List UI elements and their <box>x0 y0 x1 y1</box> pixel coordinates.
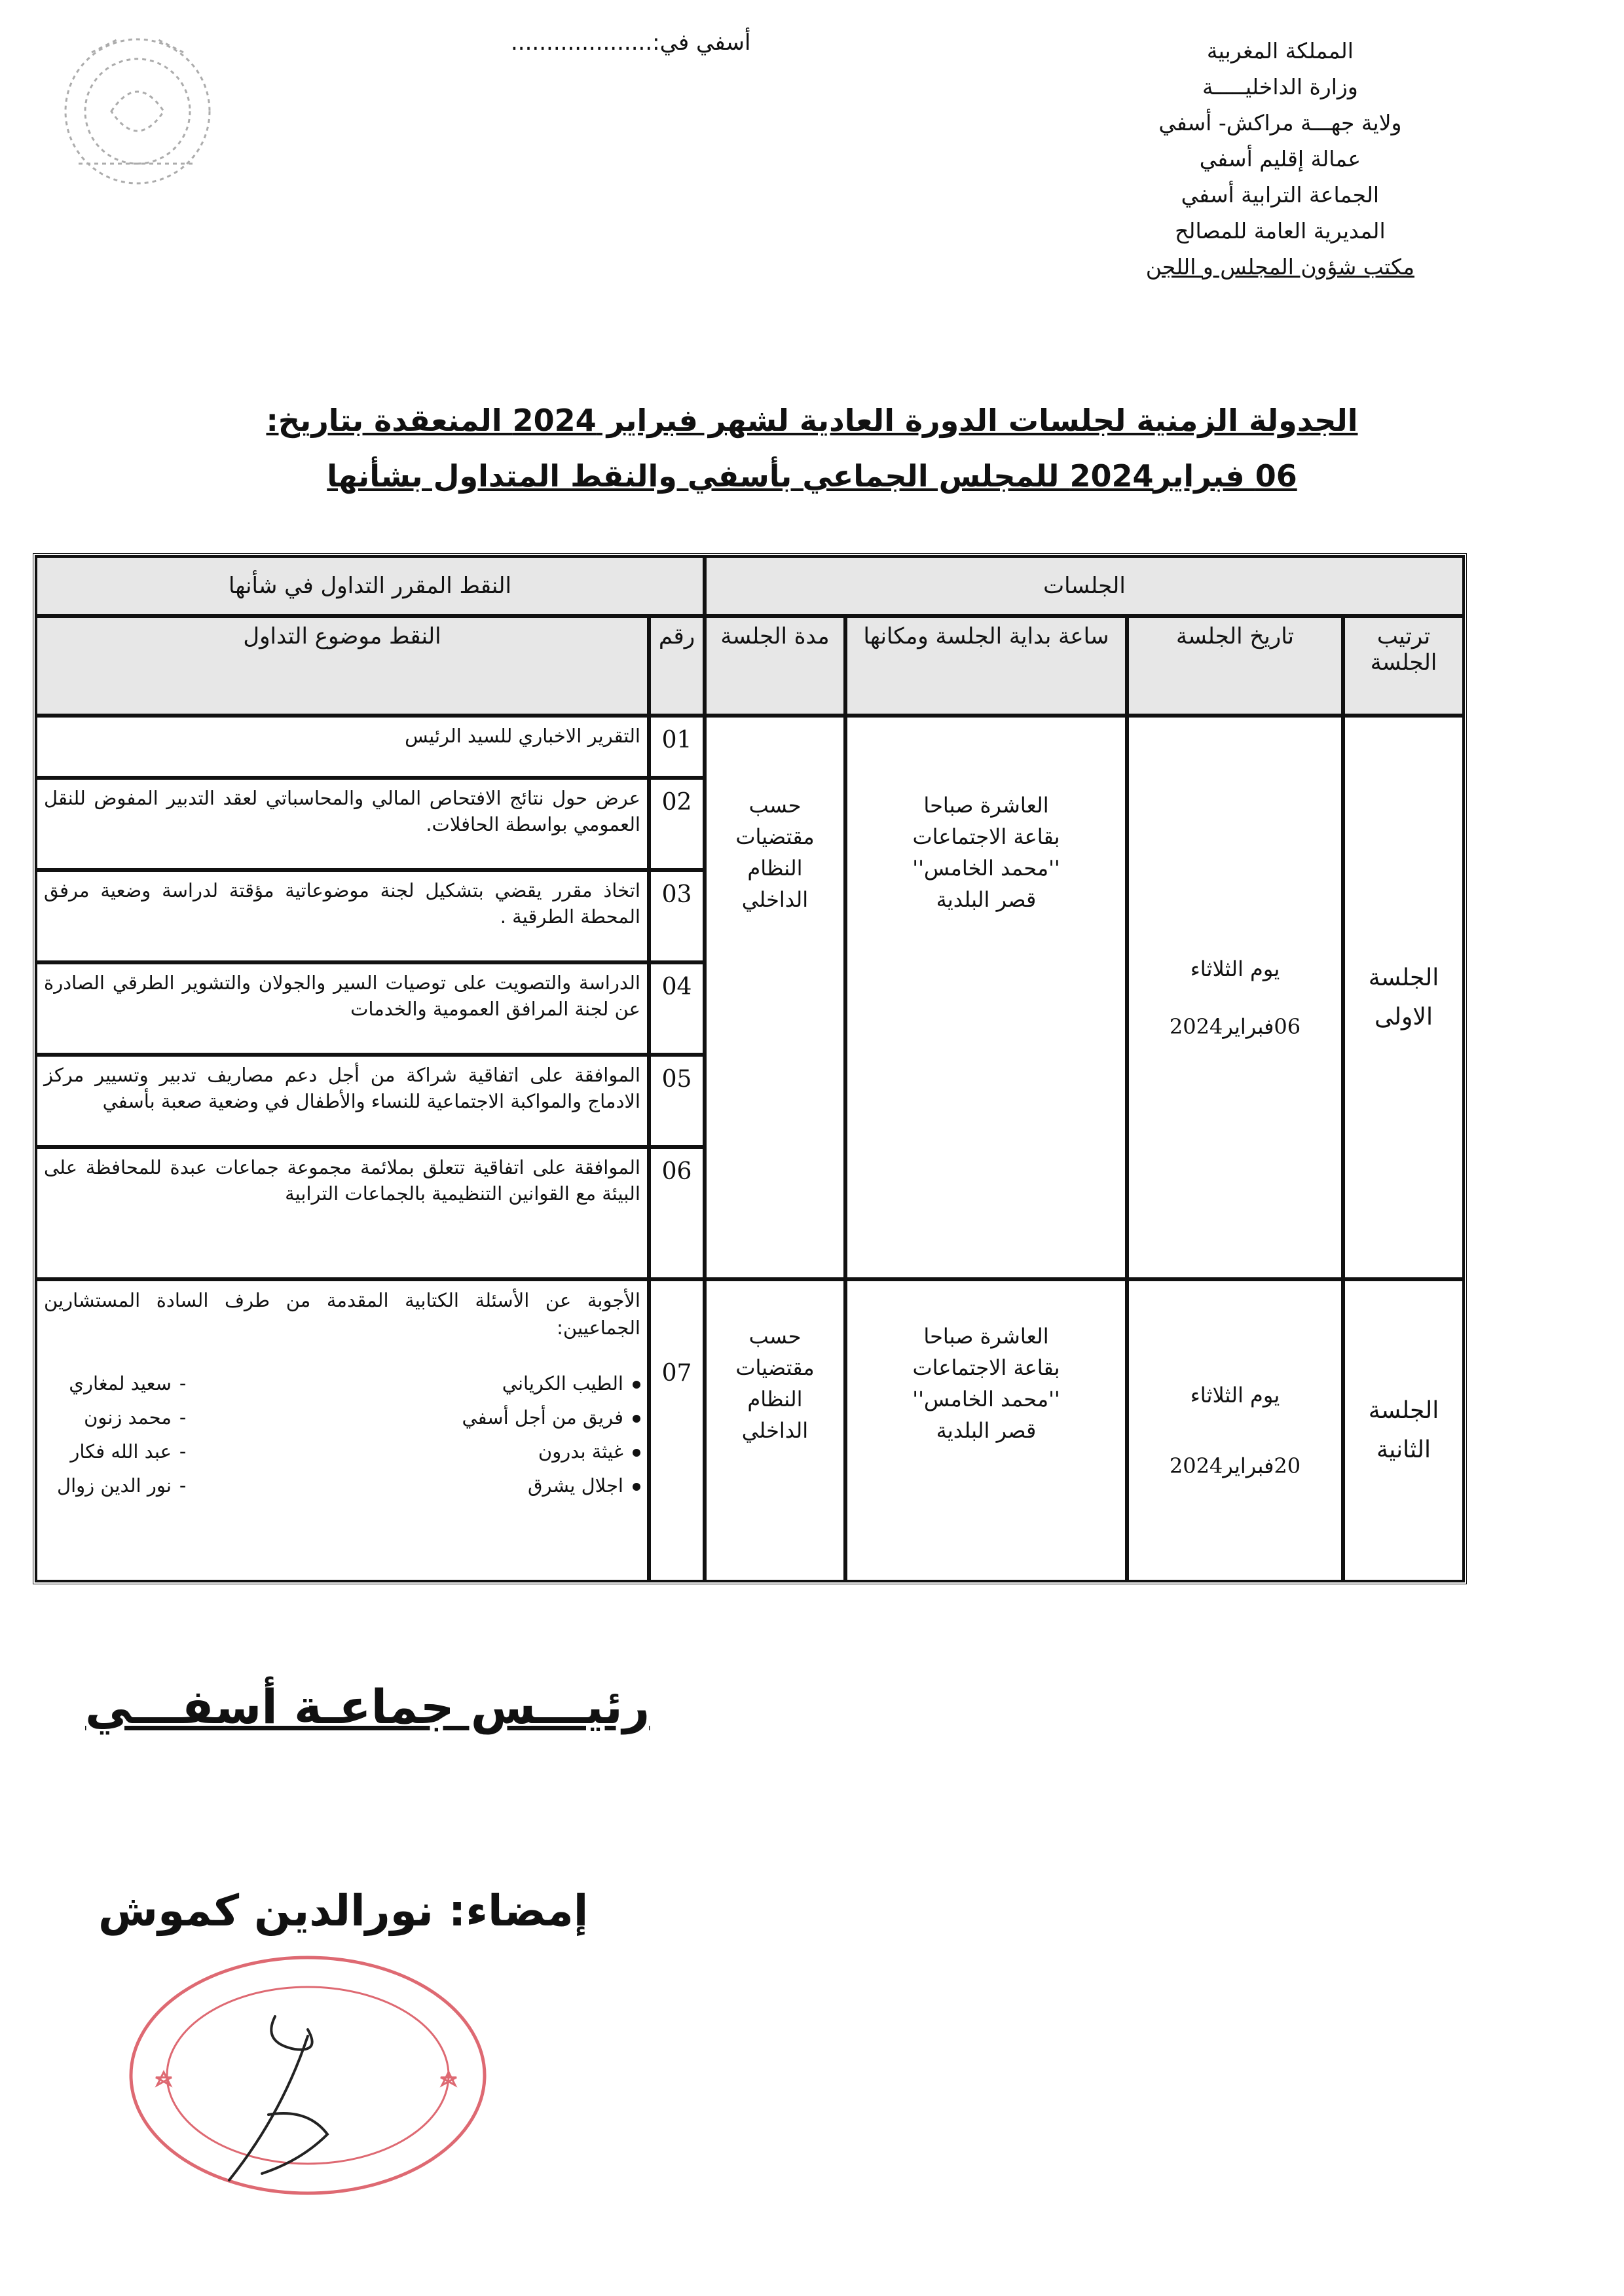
document-title-line1: الجدولة الزمنية لجلسات الدورة العادية لشهر فبراير 2024 المنعقدة بتاريخ: <box>266 403 1358 438</box>
session-time: العاشرة صباحا <box>923 793 1049 818</box>
duration-line: حسب <box>748 1324 802 1349</box>
session-hall-name: ''محمد الخامس'' <box>912 1387 1060 1412</box>
dash-icon: - <box>179 1372 187 1394</box>
point-topic: الموافقة على اتفاقية تتعلق بملائمة مجموعة جماعات عبدة للمحافظة على البيئة مع القوانين التنظيمية بالجماعات الترابية <box>35 1147 649 1279</box>
header-line-province: عمالة إقليم أسفي <box>1199 146 1361 172</box>
councillor-name: اجلال يشرق <box>527 1474 623 1497</box>
names-right-list <box>462 1366 640 1503</box>
header-line-commune: الجماعة الترابية أسفي <box>1181 182 1380 208</box>
point-topic: الدراسة والتصويت على توصيات السير والجولان والتشوير الطرقي الصادرة عن لجنة المرافق العمومية والخدمات <box>35 962 649 1055</box>
session-day: يوم الثلاثاء <box>1190 1383 1280 1408</box>
point-number: 05 <box>649 1055 705 1147</box>
header-line-region: ولاية جهـــة مراكش- أسفي <box>1158 110 1402 136</box>
session-date-cell <box>1127 716 1343 1279</box>
dash-icon: - <box>179 1474 187 1497</box>
councillor-name: محمد زنون <box>84 1406 172 1429</box>
point-number: 03 <box>649 870 705 962</box>
emblem-seal-icon <box>39 13 236 210</box>
point-topic: التقرير الاخباري للسيد الرئيس <box>35 716 649 778</box>
session-building: قصر البلدية <box>936 887 1037 912</box>
councillor-names <box>44 1366 640 1503</box>
col-header-time: ساعة بداية الجلسة ومكانها <box>845 616 1127 716</box>
list-item <box>462 1468 640 1503</box>
session-place: بقاعة الاجتماعات <box>912 824 1060 849</box>
dash-icon: - <box>179 1440 187 1463</box>
header-line-kingdom: المملكة المغربية <box>1206 38 1354 64</box>
duration-line: الداخلي <box>741 887 809 912</box>
document-title-line2: 06 فبراير2024 للمجلس الجماعي بأسفي والنقط المتداول بشأنها <box>327 458 1297 494</box>
councillor-name: نور الدين زوال <box>57 1474 172 1497</box>
point-number: 07 <box>649 1279 705 1582</box>
col-header-number: رقم <box>649 616 705 716</box>
session-day: يوم الثلاثاء <box>1190 956 1280 981</box>
duration-line: مقتضيات <box>735 1355 815 1380</box>
point-topic: اتخاذ مقرر يقضي بتشكيل لجنة موضوعاتية مؤقتة لدراسة وضعية مرفق المحطة الطرقية . <box>35 870 649 962</box>
session-order: الجلسة الاولى <box>1343 716 1464 1279</box>
list-item <box>57 1434 186 1468</box>
session-place: بقاعة الاجتماعات <box>912 1355 1060 1380</box>
point-topic <box>35 1279 649 1582</box>
duration-line: النظام <box>747 856 803 881</box>
councillor-name: الطيب الكرياني <box>502 1372 623 1394</box>
point-topic: الموافقة على اتفاقية شراكة من أجل دعم مصاريف تدبير وتسيير مركز الادماج والمواكبة الاجتماعية للنساء والأطفال في وضعية صعبة بأسفي <box>35 1055 649 1147</box>
duration-line: النظام <box>747 1387 803 1412</box>
session-duration <box>705 716 845 1279</box>
session-date: 20فبراير2024 <box>1169 1453 1301 1478</box>
sessions-table <box>33 553 1467 1584</box>
session-date-cell <box>1127 1279 1343 1582</box>
session-duration <box>705 1279 845 1582</box>
place-date-line: أسفي في:.................... <box>511 29 751 56</box>
list-item <box>57 1400 186 1434</box>
sessions-group-header: الجلسات <box>705 556 1464 616</box>
session-date: 06فبراير2024 <box>1169 1013 1301 1039</box>
header-line-ministry: وزارة الداخليـــــة <box>1202 74 1358 100</box>
col-header-order: ترتيب الجلسة <box>1343 616 1464 716</box>
table-row <box>35 1279 1464 1582</box>
councillor-name: غيثة بدرون <box>538 1440 623 1463</box>
bullet-icon <box>633 1381 640 1389</box>
session-order: الجلسة الثانية <box>1343 1279 1464 1582</box>
point-topic: عرض حول نتائج الافتحاص المالي والمحاسباتي لعقد التدبير المفوض للنقل العمومي بواسطة الحافلات. <box>35 778 649 870</box>
point-number: 02 <box>649 778 705 870</box>
names-left-list <box>44 1366 186 1503</box>
issuer-header <box>1146 33 1414 285</box>
list-item <box>57 1366 186 1400</box>
bullet-icon <box>633 1449 640 1457</box>
duration-line: مقتضيات <box>735 824 815 849</box>
session-time-place <box>845 1279 1127 1582</box>
col-header-topic: النقط موضوع التداول <box>35 616 649 716</box>
point-number: 04 <box>649 962 705 1055</box>
list-item <box>462 1400 640 1434</box>
points-group-header: النقط المقرر التداول في شأنها <box>35 556 705 616</box>
bullet-icon <box>633 1483 640 1491</box>
president-title: رئيـــس جماعـة أسفـــي <box>85 1679 650 1734</box>
header-line-directorate: المديرية العامة للمصالح <box>1175 218 1386 244</box>
table-row <box>35 716 1464 778</box>
col-header-date: تاريخ الجلسة <box>1127 616 1343 716</box>
point-number: 06 <box>649 1147 705 1279</box>
councillor-name: سعيد لمغاري <box>69 1372 172 1394</box>
col-header-duration: مدة الجلسة <box>705 616 845 716</box>
point-number: 01 <box>649 716 705 778</box>
signature-line: إمضاء: نورالدين كموش <box>98 1886 589 1936</box>
session-time-place <box>845 716 1127 1279</box>
duration-line: الداخلي <box>741 1418 809 1443</box>
bullet-icon <box>633 1415 640 1423</box>
duration-line: حسب <box>748 793 802 818</box>
councillor-name: عبد الله فكار <box>70 1440 172 1463</box>
list-item <box>57 1468 186 1503</box>
session-building: قصر البلدية <box>936 1418 1037 1443</box>
session-time: العاشرة صباحا <box>923 1324 1049 1349</box>
official-stamp-icon <box>111 1938 504 2226</box>
header-line-office: مكتب شؤون المجلس و اللجن <box>1145 254 1414 280</box>
session-hall-name: ''محمد الخامس'' <box>912 856 1060 881</box>
list-item <box>462 1366 640 1400</box>
dash-icon: - <box>179 1406 187 1429</box>
councillor-name: فريق من أجل أسفي <box>462 1406 623 1429</box>
answers-intro: الأجوبة عن الأسئلة الكتابية المقدمة من طرف السادة المستشارين الجماعيين: <box>44 1289 640 1339</box>
list-item <box>462 1434 640 1468</box>
